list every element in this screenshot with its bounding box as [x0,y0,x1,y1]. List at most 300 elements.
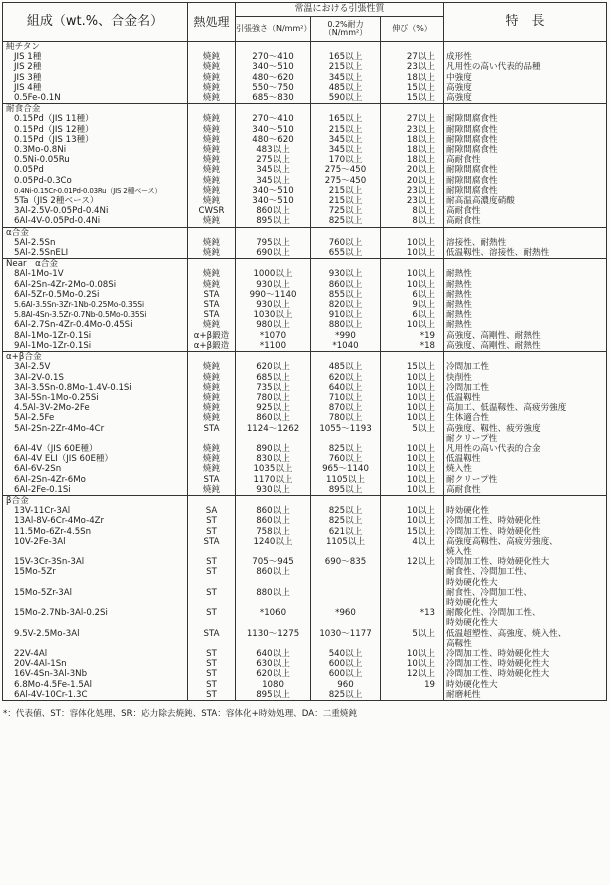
table-row [3,238,607,248]
features-cell: 低温超塑性、高強度、焼入性、 [444,629,607,639]
table-row [3,383,607,393]
features-cell: 耐食性、冷間加工性、 [444,567,607,577]
heat-treatment-cell: STA [188,290,236,300]
features-cell: 焼入性 [444,547,607,557]
features-cell: 快削性 [444,373,607,383]
section-3 [3,259,607,352]
heat-treatment-cell: 焼鈍 [188,155,236,165]
alloy-name-cell: 15V-3Cr-3Sn-3Al [3,557,188,567]
tensile-strength-cell: 690以上 [236,248,311,259]
tensile-strength-cell: 1124～1262 [236,424,311,434]
tensile-strength-cell: 895以上 [236,216,311,227]
tensile-strength-cell [236,618,311,628]
empty-cell [444,259,607,270]
features-cell: 耐隙間腐食性 [444,186,607,196]
proof-stress-cell: 855以上 [311,290,381,300]
alloy-name-cell [3,639,188,649]
features-cell: 冷間加工性、時効硬化性 [444,516,607,526]
features-cell: 冷間加工性、時効硬化性 [444,527,607,537]
tensile-strength-cell: 1130～1275 [236,629,311,639]
heat-treatment-cell: 焼鈍 [188,373,236,383]
empty-cell [381,104,444,115]
empty-cell [311,227,381,238]
heat-treatment-cell: 焼鈍 [188,125,236,135]
features-cell: 低温靱性、溶接性、耐熱性 [444,248,607,259]
empty-cell [311,259,381,270]
tensile-strength-cell [236,639,311,649]
heat-treatment-cell [188,639,236,649]
tensile-strength-cell: 895以上 [236,690,311,701]
features-cell: 耐隙間腐食性 [444,125,607,135]
table-row [3,290,607,300]
proof-stress-cell: 760以上 [311,238,381,248]
proof-stress-cell: 965～1140 [311,464,381,474]
heat-treatment-cell: STA [188,537,236,547]
features-cell: 高強度、高剛性、耐熱性 [444,331,607,341]
proof-stress-cell: 640以上 [311,383,381,393]
tensile-strength-cell: 1080 [236,680,311,690]
proof-stress-cell: 165以上 [311,52,381,62]
proof-stress-cell: 345以上 [311,145,381,155]
table-row [3,629,607,639]
table-row [3,216,607,227]
heat-treatment-cell: 焼鈍 [188,362,236,372]
elongation-cell: 10以上 [381,238,444,248]
elongation-cell: 19 [381,680,444,690]
table-row [3,578,607,588]
heat-treatment-cell: 焼鈍 [188,145,236,155]
table-row [3,547,607,557]
tensile-strength-cell: 630以上 [236,659,311,669]
table-row [3,680,607,690]
section-header-row [3,104,607,115]
alloy-name-cell: 6Al-2.7Sn-4Zr-0.4Mo-0.45Si [3,320,188,330]
elongation-cell: 15以上 [381,527,444,537]
alloy-name-cell: 6Al-6V-2Sn [3,464,188,474]
empty-cell [188,495,236,506]
tensile-strength-cell: 860以上 [236,206,311,216]
table-row [3,506,607,516]
elongation-cell: 10以上 [381,248,444,259]
proof-stress-cell: 960 [311,680,381,690]
tensile-strength-cell: 930以上 [236,300,311,310]
tensile-strength-cell: 340～510 [236,62,311,72]
proof-stress-cell: 590以上 [311,93,381,104]
table-row [3,93,607,104]
proof-stress-cell: 275～450 [311,165,381,175]
table-row [3,393,607,403]
elongation-cell: 10以上 [381,373,444,383]
tensile-strength-cell: 1240以上 [236,537,311,547]
table-row [3,52,607,62]
table-row [3,280,607,290]
proof-stress-cell: 825以上 [311,516,381,526]
empty-cell [188,259,236,270]
features-cell: 高耐食性 [444,206,607,216]
tensile-strength-cell: 620以上 [236,669,311,679]
alloy-name-cell: 5Al-2.5Fe [3,413,188,423]
alloy-name-cell: 6Al-4V（JIS 60E種） [3,444,188,454]
alloy-name-cell: 9.5V-2.5Mo-3Al [3,629,188,639]
alloy-name-cell: 16V-4Sn-3Al-3Nb [3,669,188,679]
empty-cell [236,42,311,53]
proof-stress-cell: 725以上 [311,206,381,216]
alloy-name-cell: 0.5Fe-0.1N [3,93,188,104]
alloy-name-cell: 0.3Mo-0.8Ni [3,145,188,155]
proof-stress-cell [311,547,381,557]
features-cell: 耐磨耗性 [444,690,607,701]
features-cell: 冷間加工性 [444,383,607,393]
alloy-name-cell: 0.15Pd（JIS 12種） [3,125,188,135]
heat-treatment-cell: 焼鈍 [188,73,236,83]
empty-cell [188,227,236,238]
table-row [3,331,607,341]
section-4 [3,352,607,496]
tensile-strength-cell: 685以上 [236,373,311,383]
alloy-name-cell: 5Ta（JIS 2種ベース） [3,196,188,206]
features-cell: 冷間加工性、時効硬化性大 [444,649,607,659]
table-row [3,598,607,608]
elongation-cell: 6以上 [381,290,444,300]
section-1 [3,104,607,227]
features-cell: 耐高温高濃度硝酸 [444,196,607,206]
table-row [3,659,607,669]
elongation-cell: 20以上 [381,176,444,186]
table-row [3,669,607,679]
table-row [3,690,607,701]
elongation-cell: 8以上 [381,216,444,227]
proof-stress-cell: 165以上 [311,114,381,124]
elongation-cell: 5以上 [381,424,444,434]
alloy-name-cell: 22V-4Al [3,649,188,659]
tensile-strength-cell [236,434,311,444]
empty-cell [188,104,236,115]
features-cell: 耐熱性 [444,300,607,310]
empty-cell [381,227,444,238]
proof-stress-cell: 860以上 [311,280,381,290]
features-cell: 高強度高靱性、高疲労強度、 [444,537,607,547]
alloy-name-cell: 5Al-2.5SnELI [3,248,188,259]
header-elongation: 伸び（%） [381,17,444,42]
features-cell: 高靱性 [444,639,607,649]
features-cell: 凡用性の高い代表的品種 [444,62,607,72]
features-cell: 耐隙間腐食性 [444,135,607,145]
tensile-strength-cell: 275以上 [236,155,311,165]
elongation-cell [381,567,444,577]
heat-treatment-cell: 焼鈍 [188,238,236,248]
tensile-strength-cell: 780以上 [236,393,311,403]
table-row [3,608,607,618]
table-row [3,196,607,206]
alloy-name-cell: 0.15Pd（JIS 11種） [3,114,188,124]
features-cell: 冷間加工性、時効硬化性大 [444,669,607,679]
heat-treatment-cell [188,578,236,588]
proof-stress-cell: 485以上 [311,362,381,372]
elongation-cell: 10以上 [381,464,444,474]
proof-stress-cell [311,598,381,608]
proof-stress-cell: 825以上 [311,690,381,701]
empty-cell [381,495,444,506]
features-cell: 時効硬化性大 [444,618,607,628]
heat-treatment-cell: 焼鈍 [188,485,236,496]
elongation-cell: *13 [381,608,444,618]
empty-cell [311,352,381,363]
empty-cell [444,227,607,238]
proof-stress-cell: 880以上 [311,320,381,330]
heat-treatment-cell: α+β鍛造 [188,331,236,341]
heat-treatment-cell: STA [188,424,236,434]
table-row [3,83,607,93]
tensile-strength-cell: 345以上 [236,165,311,175]
elongation-cell: *18 [381,341,444,352]
empty-cell [444,352,607,363]
proof-stress-cell: *990 [311,331,381,341]
elongation-cell [381,578,444,588]
alloy-name-cell: 5Al-2.5Sn [3,238,188,248]
tensile-strength-cell: 758以上 [236,527,311,537]
elongation-cell: 8以上 [381,206,444,216]
heat-treatment-cell: ST [188,680,236,690]
empty-cell [188,352,236,363]
elongation-cell: 18以上 [381,155,444,165]
table-row [3,114,607,124]
section-title: α合金 [3,227,188,238]
tensile-strength-cell: 860以上 [236,567,311,577]
section-title: β合金 [3,495,188,506]
elongation-cell [381,639,444,649]
features-cell: 時効硬化性大 [444,680,607,690]
proof-stress-cell: 485以上 [311,83,381,93]
features-cell: 時効硬化性 [444,506,607,516]
proof-stress-cell: *960 [311,608,381,618]
heat-treatment-cell: ST [188,659,236,669]
heat-treatment-cell: 焼鈍 [188,52,236,62]
features-cell: 中強度 [444,73,607,83]
alloy-name-cell: 3Al-2.5V-0.05Pd-0.4Ni [3,206,188,216]
proof-stress-cell: 910以上 [311,310,381,320]
proof-stress-cell: 1055～1193 [311,424,381,434]
heat-treatment-cell: 焼鈍 [188,165,236,175]
alloy-name-cell: 20V-4Al-1Sn [3,659,188,669]
proof-stress-cell: 275～450 [311,176,381,186]
proof-stress-cell: 825以上 [311,506,381,516]
proof-stress-cell: 895以上 [311,485,381,496]
features-cell: 時効硬化性大 [444,598,607,608]
table-row [3,341,607,352]
tensile-strength-cell: *1070 [236,331,311,341]
alloy-name-cell: 3Al-3.5Sn-0.8Mo-1.4V-0.1Si [3,383,188,393]
alloy-name-cell: 10V-2Fe-3Al [3,537,188,547]
alloy-name-cell: 0.05Pd [3,165,188,175]
tensile-strength-cell: 640以上 [236,649,311,659]
heat-treatment-cell: ST [188,588,236,598]
heat-treatment-cell: CWSR [188,206,236,216]
tensile-strength-cell: 880以上 [236,588,311,598]
alloy-name-cell: JIS 3種 [3,73,188,83]
features-cell: 焼入性 [444,464,607,474]
tensile-strength-cell: 890以上 [236,444,311,454]
alloy-name-cell: 3Al-5Sn-1Mo-0.25Si [3,393,188,403]
elongation-cell: 18以上 [381,145,444,155]
alloy-name-cell: 6Al-4V-0.05Pd-0.4Ni [3,216,188,227]
section-header-row [3,495,607,506]
features-cell: 生体適合性 [444,413,607,423]
tensile-strength-cell: *1100 [236,341,311,352]
table-row [3,310,607,320]
features-cell: 高強度 [444,83,607,93]
heat-treatment-cell: STA [188,629,236,639]
elongation-cell: 27以上 [381,52,444,62]
heat-treatment-cell: STA [188,310,236,320]
heat-treatment-cell: 焼鈍 [188,413,236,423]
heat-treatment-cell: 焼鈍 [188,135,236,145]
elongation-cell: 18以上 [381,73,444,83]
proof-stress-cell: 820以上 [311,300,381,310]
elongation-cell [381,618,444,628]
proof-stress-cell [311,618,381,628]
empty-cell [236,227,311,238]
alloy-name-cell: 6Al-2Sn-4Zr-6Mo [3,475,188,485]
heat-treatment-cell: 焼鈍 [188,320,236,330]
proof-stress-cell: 1105以上 [311,537,381,547]
elongation-cell: 15以上 [381,93,444,104]
tensile-strength-cell: 1000以上 [236,269,311,279]
heat-treatment-cell [188,547,236,557]
tensile-strength-cell: 480～620 [236,135,311,145]
tensile-strength-cell: 1035以上 [236,464,311,474]
proof-stress-cell [311,588,381,598]
tensile-strength-cell [236,578,311,588]
alloy-name-cell: 8Al-1Mo-1V [3,269,188,279]
alloy-name-cell [3,578,188,588]
features-cell: 耐熱性 [444,280,607,290]
table-row [3,300,607,310]
features-cell: 時効硬化性大 [444,578,607,588]
table-row [3,444,607,454]
empty-cell [236,352,311,363]
header-tensile-group: 常温における引張性質 [236,3,444,17]
elongation-cell [381,434,444,444]
heat-treatment-cell: 焼鈍 [188,464,236,474]
alloy-name-cell: 6Al-4V-10Cr-1.3C [3,690,188,701]
heat-treatment-cell: 焼鈍 [188,186,236,196]
elongation-cell: 6以上 [381,310,444,320]
elongation-cell: 10以上 [381,659,444,669]
alloy-name-cell: 8Al-1Mo-1Zr-0.1Si [3,331,188,341]
alloy-name-cell: 15Mo-5Zr [3,567,188,577]
alloy-name-cell: 5.8Al-4Sn-3.5Zr-0.7Nb-0.5Mo-0.35Si [3,310,188,320]
heat-treatment-cell: 焼鈍 [188,269,236,279]
alloy-name-cell: JIS 1種 [3,52,188,62]
table-row [3,186,607,196]
heat-treatment-cell [188,598,236,608]
table-row [3,527,607,537]
features-cell: 耐クリープ性 [444,475,607,485]
alloy-name-cell: 6Al-2Sn-4Zr-2Mo-0.08Si [3,280,188,290]
features-cell: 冷間加工性、時効硬化性大 [444,659,607,669]
tensile-strength-cell [236,547,311,557]
elongation-cell: 10以上 [381,383,444,393]
alloy-name-cell [3,547,188,557]
tensile-strength-cell: 483以上 [236,145,311,155]
proof-stress-cell: 345以上 [311,135,381,145]
elongation-cell: 10以上 [381,269,444,279]
section-title: 純チタン [3,42,188,53]
features-cell: 高強度、靱性、疲労強度 [444,424,607,434]
proof-stress-cell [311,639,381,649]
features-cell: 凡用性の高い代表的合金 [444,444,607,454]
elongation-cell: 10以上 [381,280,444,290]
tensile-strength-cell: *1060 [236,608,311,618]
alloy-name-cell: 0.15Pd（JIS 13種） [3,135,188,145]
proof-stress-cell: 690～835 [311,557,381,567]
features-cell: 耐隙間腐食性 [444,176,607,186]
tensile-strength-cell: 1030以上 [236,310,311,320]
elongation-cell: 15以上 [381,83,444,93]
empty-cell [381,352,444,363]
features-cell: 冷間加工性、時効硬化性大 [444,557,607,567]
proof-stress-cell: 825以上 [311,444,381,454]
section-header-row [3,42,607,53]
proof-stress-cell: 215以上 [311,196,381,206]
alloy-name-cell: 13Al-8V-6Cr-4Mo-4Zr [3,516,188,526]
tensile-strength-cell: 340～510 [236,186,311,196]
alloy-name-cell: 15Mo-5Zr-3Al [3,588,188,598]
section-0 [3,42,607,104]
features-cell: 高強度、高剛性、耐熱性 [444,341,607,352]
empty-cell [381,42,444,53]
elongation-cell: 10以上 [381,516,444,526]
alloy-name-cell: 0.4Ni-0.15Cr-0.01Pd-0.03Ru（JIS 2種ベース） [3,186,188,196]
alloy-name-cell: 11.5Mo-6Zr-4.5Sn [3,527,188,537]
proof-stress-cell: 170以上 [311,155,381,165]
empty-cell [188,42,236,53]
tensile-strength-cell: 1170以上 [236,475,311,485]
table-row [3,135,607,145]
elongation-cell: 10以上 [381,475,444,485]
tensile-strength-cell: 705～945 [236,557,311,567]
heat-treatment-cell: 焼鈍 [188,248,236,259]
alloy-name-cell [3,434,188,444]
elongation-cell: 10以上 [381,485,444,496]
features-cell: 低温靱性 [444,393,607,403]
empty-cell [381,259,444,270]
table-row [3,165,607,175]
heat-treatment-cell: α+β鍛造 [188,341,236,352]
elongation-cell: 9以上 [381,300,444,310]
elongation-cell: 10以上 [381,444,444,454]
features-cell: 耐熱性 [444,269,607,279]
table-row [3,145,607,155]
proof-stress-cell: 710以上 [311,393,381,403]
features-cell: 耐熱性 [444,310,607,320]
proof-stress-cell: 215以上 [311,186,381,196]
alloy-name-cell: 0.05Pd-0.3Co [3,176,188,186]
heat-treatment-cell: ST [188,608,236,618]
tensile-strength-cell: 270～410 [236,52,311,62]
alloy-name-cell: 6Al-2Fe-0.1Si [3,485,188,496]
elongation-cell: 23以上 [381,186,444,196]
table-row [3,557,607,567]
proof-stress-cell: 870以上 [311,403,381,413]
proof-stress-cell: 621以上 [311,527,381,537]
tensile-strength-cell: 930以上 [236,485,311,496]
proof-stress-cell: 540以上 [311,649,381,659]
table-row [3,125,607,135]
heat-treatment-cell: 焼鈍 [188,403,236,413]
tensile-strength-cell: 830以上 [236,454,311,464]
tensile-strength-cell: 340～510 [236,196,311,206]
